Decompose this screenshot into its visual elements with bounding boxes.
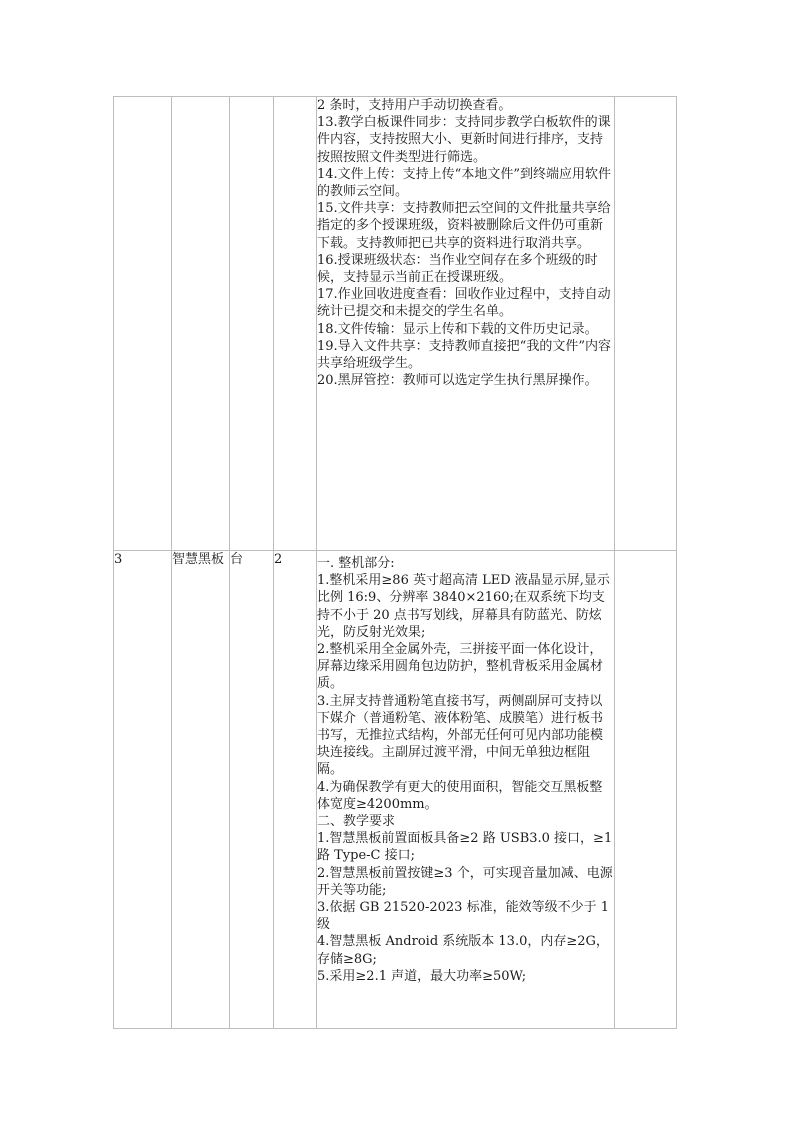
requirement-line: 2.智慧黑板前置按键≥3 个，可实现音量加减、电源开关等功能; bbox=[317, 865, 613, 898]
requirement-line: 14.文件上传：支持上传“本地文件”到终端应用软件的教师云空间。 bbox=[317, 166, 611, 200]
cell-index: 3 bbox=[114, 551, 172, 1029]
requirement-line: 20.黑屏管控：教师可以选定学生执行黑屏操作。 bbox=[317, 373, 598, 389]
requirement-line: 3.主屏支持普通粉笔直接书写，两侧副屏可支持以下媒介（普通粉笔、液体粉笔、成膜笔）进行板书书写，无推拉式结构，外部无任何可见内部功能模块连接线。主副屏过渡平滑，中间无单独边框阻隔。 bbox=[317, 693, 604, 778]
requirement-line: 3.依据 GB 21520-2023 标准，能效等级不少于 1 级 bbox=[317, 900, 609, 933]
table-row bbox=[114, 97, 677, 551]
requirement-line: 二、教学要求 bbox=[317, 814, 396, 830]
cell-requirements bbox=[317, 551, 615, 1029]
table-row bbox=[114, 551, 677, 1029]
requirement-line: 4.为确保教学有更大的使用面积，智能交互黑板整体宽度≥4200mm。 bbox=[317, 779, 603, 812]
cell-unit: 台 bbox=[230, 551, 274, 1029]
requirement-line: 2.整机采用全金属外壳，三拼接平面一体化设计，屏幕边缘采用圆角包边防护，整机背板采用金属材质。 bbox=[317, 642, 604, 692]
requirement-line: 19.导入文件共享：支持教师直接把“我的文件”内容共享给班级学生。 bbox=[317, 338, 611, 372]
cell-quantity bbox=[274, 97, 317, 551]
cell-quantity: 2 bbox=[274, 551, 317, 1029]
cell-remark bbox=[615, 97, 677, 551]
requirement-line: 1.智慧黑板前置面板具备≥2 路 USB3.0 接口，≥1 路 Type-C 接口; bbox=[317, 831, 613, 864]
spec-table bbox=[113, 96, 677, 1029]
cell-requirements bbox=[317, 97, 615, 551]
cell-product-name: 智慧黑板 bbox=[172, 551, 230, 1029]
requirement-line: 15.文件共享：支持教师把云空间的文件批量共享给指定的多个授课班级，资料被删除后文件仍可重新下载。支持教师把已共享的资料进行取消共享。 bbox=[317, 201, 611, 251]
requirement-line: 16.授课班级状态：当作业空间存在多个班级的时候，支持显示当前正在授课班级。 bbox=[317, 252, 598, 286]
requirement-line: 4.智慧黑板 Android 系统版本 13.0，内存≥2G，存储≥8G; bbox=[317, 934, 609, 967]
cell-index bbox=[114, 97, 172, 551]
requirement-line: 2 条时，支持用户手动切换查看。 bbox=[317, 98, 512, 113]
cell-unit bbox=[230, 97, 274, 551]
requirement-line: 一. 整机部分: bbox=[317, 556, 395, 571]
cell-product-name bbox=[172, 97, 230, 551]
cell-remark bbox=[615, 551, 677, 1029]
requirement-line: 5.采用≥2.1 声道，最大功率≥50W; bbox=[317, 968, 527, 984]
requirement-line: 17.作业回收进度查看：回收作业过程中，支持自动统计已提交和未提交的学生名单。 bbox=[317, 287, 611, 320]
requirement-line: 13.教学白板课件同步：支持同步教学白板软件的课件内容，支持按照大小、更新时间进行排序，支持按照按照文件类型进行筛选。 bbox=[317, 115, 611, 165]
requirement-line: 18.文件传输：显示上传和下载的文件历史记录。 bbox=[317, 321, 598, 337]
requirement-line: 1.整机采用≥86 英寸超高清 LED 液晶显示屏,显示比例 16:9、分辨率 3840×2160;在双系统下均支持不小于 20 点书写划线，屏幕具有防蓝光、防炫光，防反射光效果; bbox=[317, 573, 610, 640]
